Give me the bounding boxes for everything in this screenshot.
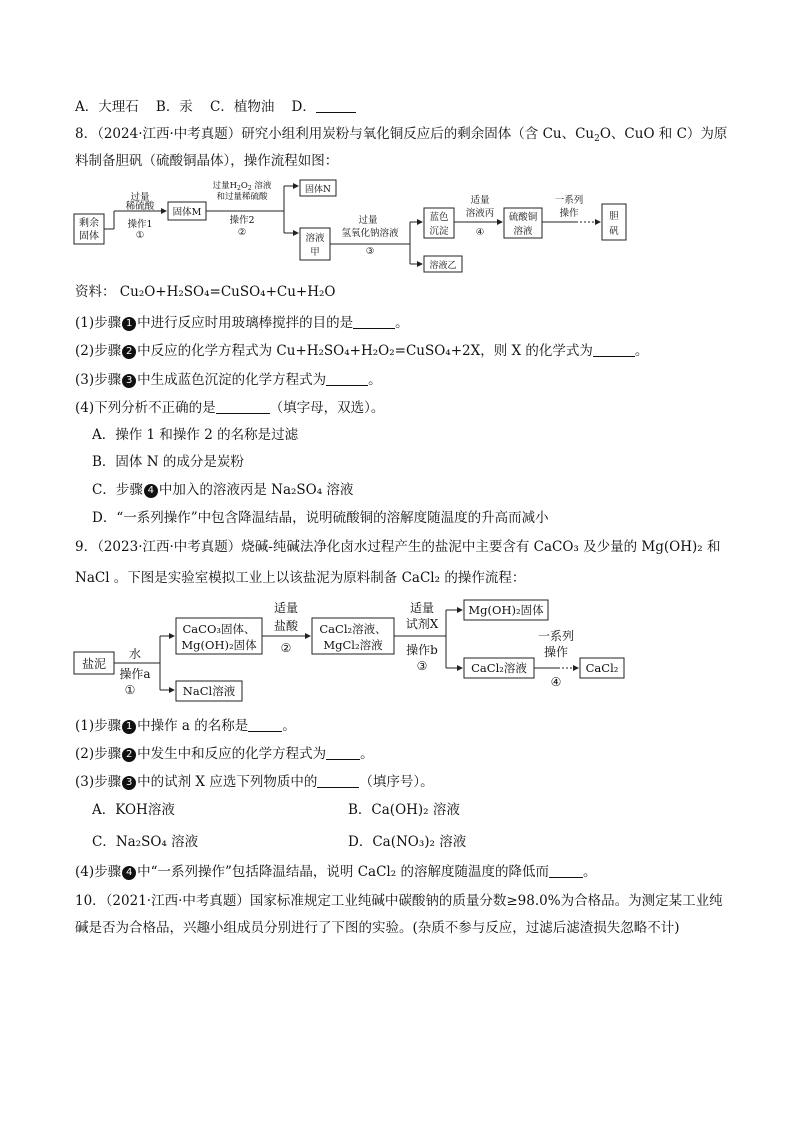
svg-text:操作2: 操作2 bbox=[229, 215, 255, 226]
q8-question-4: (4)下列分析不正确的是 （填字母，双选）。 bbox=[75, 400, 385, 416]
circled-number-4: 4 bbox=[144, 484, 158, 498]
svg-text:沉淀: 沉淀 bbox=[429, 226, 449, 237]
svg-text:和过量稀硫酸: 和过量稀硫酸 bbox=[216, 192, 268, 202]
answer-blank bbox=[216, 399, 270, 414]
svg-text:①: ① bbox=[135, 230, 145, 241]
answer-blank bbox=[593, 342, 635, 357]
answer-blank bbox=[326, 745, 360, 760]
svg-text:过量: 过量 bbox=[358, 215, 378, 226]
svg-text:蓝色: 蓝色 bbox=[429, 212, 449, 223]
circled-number-2: 2 bbox=[122, 748, 136, 762]
svg-text:稀硫酸: 稀硫酸 bbox=[125, 201, 155, 212]
svg-text:操作: 操作 bbox=[543, 645, 569, 659]
svg-text:适量: 适量 bbox=[273, 601, 299, 615]
q8-option-b: B．固体 N 的成分是炭粉 bbox=[92, 454, 244, 470]
q8-intro-line2: 料制备胆矾（硫酸铜晶体），操作流程如图： bbox=[75, 153, 339, 169]
q9-option-a: A．KOH溶液 bbox=[92, 802, 175, 818]
svg-text:水: 水 bbox=[128, 647, 142, 661]
svg-text:硫酸铜: 硫酸铜 bbox=[508, 212, 538, 223]
svg-text:CaCl₂溶液、: CaCl₂溶液、 bbox=[319, 622, 387, 636]
svg-text:MgCl₂溶液: MgCl₂溶液 bbox=[323, 638, 383, 652]
q8-material: 资料： Cu₂O+H₂SO₄=CuSO₄+Cu+H₂O bbox=[75, 284, 336, 300]
circled-number-4: 4 bbox=[122, 866, 136, 880]
svg-text:Mg(OH)₂固体: Mg(OH)₂固体 bbox=[181, 638, 257, 652]
q7-option-c: C．植物油 bbox=[210, 99, 275, 115]
svg-text:②: ② bbox=[280, 641, 292, 655]
svg-text:适量: 适量 bbox=[409, 601, 435, 615]
q9-flow-diagram bbox=[70, 596, 640, 708]
svg-text:④: ④ bbox=[475, 227, 485, 238]
svg-text:CaCl₂溶液: CaCl₂溶液 bbox=[471, 661, 527, 675]
svg-text:③: ③ bbox=[365, 246, 375, 257]
svg-text:溶液: 溶液 bbox=[513, 226, 533, 237]
q8-question-1: (1)步骤 1 中进行反应时用玻璃棒搅拌的目的是 。 bbox=[75, 315, 409, 331]
svg-text:矾: 矾 bbox=[609, 226, 619, 237]
q9-intro-line2: NaCl 。下图是实验室模拟工业上以该盐泥为原料制备 CaCl₂ 的操作流程： bbox=[75, 570, 526, 586]
svg-text:③: ③ bbox=[416, 659, 428, 673]
q9-question-4: (4)步骤 4 中“一系列操作”包括降温结晶，说明 CaCl₂ 的溶解度随温度的降低而 。 bbox=[75, 864, 597, 880]
svg-text:盐泥: 盐泥 bbox=[81, 657, 107, 671]
circled-number-3: 3 bbox=[122, 776, 136, 790]
q9-option-d: D．Ca(NO₃)₂ 溶液 bbox=[348, 834, 467, 850]
svg-text:适量: 适量 bbox=[470, 195, 490, 206]
q7-option-b: B．汞 bbox=[155, 99, 193, 115]
q9-intro-line1: 9．（2023·江西·中考真题）烧碱-纯碱法净化卤水过程产生的盐泥中主要含有 CaCO₃ 及少量的 Mg(OH)₂ 和 bbox=[75, 539, 721, 555]
q8-option-c: C．步骤 4 中加入的溶液丙是 Na₂SO₄ 溶液 bbox=[92, 482, 354, 498]
svg-text:一系列: 一系列 bbox=[537, 629, 575, 643]
q7-option-a: A．大理石 bbox=[75, 99, 139, 115]
q8-flow-diagram bbox=[70, 178, 640, 278]
svg-text:②: ② bbox=[237, 227, 247, 238]
q9-question-3: (3)步骤 3 中的试剂 X 应选下列物质中的 （填序号）。 bbox=[75, 774, 434, 790]
svg-text:一系列: 一系列 bbox=[554, 195, 584, 206]
svg-text:剩余: 剩余 bbox=[79, 218, 99, 229]
svg-text:固体M: 固体M bbox=[172, 207, 202, 218]
answer-blank bbox=[353, 314, 395, 329]
answer-blank bbox=[248, 717, 282, 732]
svg-text:Mg(OH)₂固体: Mg(OH)₂固体 bbox=[468, 603, 544, 617]
q8-option-d: D．“一系列操作”中包含降温结晶，说明硫酸铜的溶解度随温度的升高而减小 bbox=[92, 510, 549, 526]
svg-text:氢氧化钠溶液: 氢氧化钠溶液 bbox=[341, 228, 399, 239]
svg-text:溶液丙: 溶液丙 bbox=[465, 208, 495, 219]
svg-text:①: ① bbox=[124, 683, 136, 697]
q8-intro-line1: 8．（2024·江西·中考真题）研究小组利用炭粉与氧化铜反应后的剩余固体（含 Cu、$Cu_2O$、CuO 和 C）为原 bbox=[75, 126, 728, 144]
svg-text:盐酸: 盐酸 bbox=[273, 619, 299, 633]
svg-text:甲: 甲 bbox=[310, 247, 320, 258]
svg-text:CaCl₂: CaCl₂ bbox=[585, 661, 619, 675]
svg-text:过量H2O2 溶液: 过量$H_2O_2$ 溶液 bbox=[212, 181, 272, 192]
svg-text:操作a: 操作a bbox=[119, 667, 151, 681]
circled-number-2: 2 bbox=[122, 345, 136, 359]
q9-option-c: C．Na₂SO₄ 溶液 bbox=[92, 834, 199, 850]
q8-option-a: A．操作 1 和操作 2 的名称是过滤 bbox=[92, 427, 299, 443]
q8-question-3: (3)步骤 3 中生成蓝色沉淀的化学方程式为 。 bbox=[75, 372, 382, 388]
circled-number-1: 1 bbox=[122, 317, 136, 331]
svg-text:胆: 胆 bbox=[609, 211, 619, 222]
svg-text:操作: 操作 bbox=[559, 208, 579, 219]
svg-text:操作1: 操作1 bbox=[127, 219, 153, 230]
svg-text:操作b: 操作b bbox=[406, 643, 438, 657]
q9-option-b: B．Ca(OH)₂ 溶液 bbox=[348, 802, 460, 818]
q10-intro-line2: 碱是否为合格品，兴趣小组成员分别进行了下图的实验。(杂质不参与反应，过滤后滤渣损失忽略不计) bbox=[75, 920, 680, 936]
svg-text:试剂X: 试剂X bbox=[405, 617, 439, 631]
answer-blank bbox=[317, 773, 359, 788]
q9-question-2: (2)步骤 2 中发生中和反应的化学方程式为 。 bbox=[75, 746, 374, 762]
q7-option-d: D． bbox=[291, 99, 316, 115]
svg-text:固体: 固体 bbox=[79, 231, 99, 242]
svg-text:NaCl溶液: NaCl溶液 bbox=[182, 684, 236, 698]
svg-text:过量: 过量 bbox=[130, 192, 150, 203]
circled-number-1: 1 bbox=[122, 720, 136, 734]
answer-blank bbox=[326, 371, 368, 386]
answer-blank bbox=[549, 863, 583, 878]
svg-text:溶液乙: 溶液乙 bbox=[429, 261, 457, 271]
circled-number-3: 3 bbox=[122, 374, 136, 388]
q8-question-2: (2)步骤 2 中反应的化学方程式为 Cu+H₂SO₄+H₂O₂=CuSO₄+2X，则 X 的化学式为 。 bbox=[75, 343, 649, 359]
q9-question-1: (1)步骤 1 中操作 a 的名称是 。 bbox=[75, 718, 296, 734]
q7-options bbox=[75, 97, 356, 117]
q8-material-equation: Cu₂O+H₂SO₄=CuSO₄+Cu+H₂O bbox=[119, 284, 336, 300]
svg-text:溶液: 溶液 bbox=[305, 233, 325, 244]
answer-blank bbox=[316, 98, 356, 113]
svg-text:CaCO₃固体、: CaCO₃固体、 bbox=[182, 622, 256, 636]
q10-intro-line1: 10．（2021·江西·中考真题）国家标准规定工业纯碱中碳酸钠的质量分数≥98.0%为合格品。为测定某工业纯 bbox=[75, 893, 723, 909]
svg-text:④: ④ bbox=[550, 675, 562, 689]
svg-text:固体N: 固体N bbox=[305, 185, 331, 195]
